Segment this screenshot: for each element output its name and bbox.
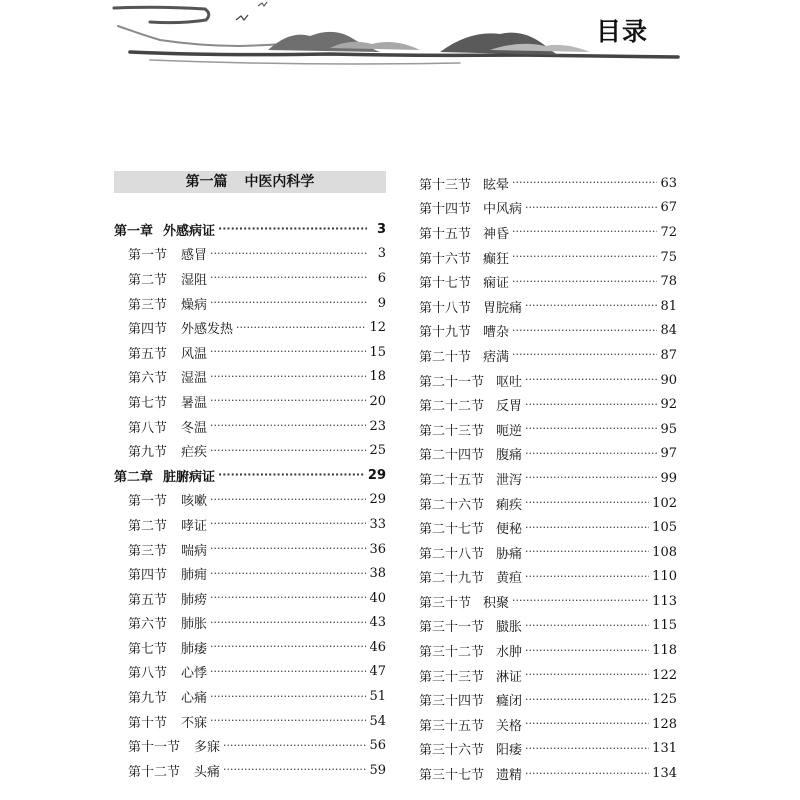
entry-number: 第一节: [128, 248, 168, 264]
dot-leader: [210, 246, 367, 262]
toc-section-entry[interactable]: [419, 171, 677, 196]
entry-number: 第五节: [128, 592, 168, 608]
entry-page-number: 36: [369, 541, 386, 557]
entry-number: 第二十节: [419, 349, 472, 365]
toc-section-entry[interactable]: [419, 515, 677, 540]
entry-number: 第二十八节: [419, 546, 485, 562]
entry-page-number: 108: [652, 544, 677, 560]
entry-title: 冬温: [181, 420, 208, 436]
toc-section-entry[interactable]: [419, 565, 677, 590]
toc-section-entry[interactable]: [419, 638, 677, 663]
toc-section-entry[interactable]: [419, 220, 677, 245]
entry-number: 第八节: [128, 666, 168, 682]
toc-section-entry[interactable]: [114, 709, 386, 734]
entry-title: 风温: [181, 346, 208, 362]
entry-number: 第十九节: [419, 325, 472, 341]
entry-title: 癃闭: [496, 694, 523, 710]
dot-leader: [525, 495, 649, 511]
entry-page-number: 29: [369, 492, 386, 508]
dot-leader: [512, 175, 657, 191]
dot-leader: [210, 344, 366, 360]
entry-number: 第二十三节: [419, 423, 485, 439]
entry-number: 第十四节: [419, 202, 472, 218]
toc-section-entry[interactable]: [114, 488, 386, 513]
entry-page-number: 128: [652, 716, 677, 732]
dot-leader: [512, 593, 649, 609]
entry-page-number: 38: [369, 566, 386, 582]
dot-leader: [223, 738, 366, 754]
entry-page-number: 78: [660, 274, 677, 290]
entry-number: 第一节: [128, 494, 168, 510]
entry-number: 第十三节: [419, 177, 472, 193]
part-title: 中医内科学: [244, 174, 315, 190]
entry-number: 第三十节: [419, 595, 472, 611]
toc-section-entry[interactable]: [114, 660, 386, 685]
entry-number: 第二十六节: [419, 497, 485, 513]
entry-number: 第十节: [128, 715, 168, 731]
dot-leader: [525, 372, 657, 388]
entry-page-number: 47: [369, 664, 386, 680]
entry-number: 第三节: [128, 297, 168, 313]
bird-shape: [258, 2, 267, 6]
entry-page-number: 63: [660, 175, 677, 191]
entry-number: 第二十七节: [419, 522, 485, 538]
dot-leader: [210, 295, 367, 311]
entry-page-number: 75: [660, 249, 677, 265]
entry-title: 积聚: [483, 595, 510, 611]
part-header: [114, 171, 386, 193]
entry-page-number: 81: [660, 298, 677, 314]
dot-leader: [210, 566, 366, 582]
entry-page-number: 23: [369, 418, 386, 434]
toc-section-entry[interactable]: [419, 245, 677, 270]
entry-page-number: 122: [652, 667, 677, 683]
entry-title: 臌胀: [496, 620, 523, 636]
dot-leader: [210, 639, 366, 655]
entry-title: 遗精: [496, 768, 523, 784]
entry-title: 哮证: [181, 518, 208, 534]
toc-chapter-entry[interactable]: [114, 463, 386, 488]
entry-title: 便秘: [496, 522, 523, 538]
entry-page-number: 15: [369, 344, 386, 360]
entry-page-number: 29: [367, 467, 386, 483]
entry-title: 呃逆: [496, 423, 523, 439]
entry-number: 第十五节: [419, 226, 472, 242]
dot-leader: [525, 741, 649, 757]
entry-title: 心悸: [181, 666, 208, 682]
entry-page-number: 33: [369, 516, 386, 532]
toc-section-entry[interactable]: [419, 392, 677, 417]
dot-leader: [236, 320, 366, 336]
toc-section-entry[interactable]: [419, 196, 677, 221]
dot-leader: [210, 443, 366, 459]
toc-section-entry[interactable]: [114, 611, 386, 636]
toc-section-entry[interactable]: [419, 466, 677, 491]
entry-title: 胃脘痛: [483, 300, 523, 316]
dot-leader: [210, 418, 366, 434]
dot-leader: [525, 446, 657, 462]
entry-title: 湿温: [181, 371, 208, 387]
entry-number: 第二十一节: [419, 374, 485, 390]
toc-section-entry[interactable]: [419, 417, 677, 442]
dot-leader: [210, 541, 366, 557]
entry-page-number: 25: [369, 443, 386, 459]
entry-number: 第三十四节: [419, 694, 485, 710]
entry-number: 第二十四节: [419, 448, 485, 464]
entry-page-number: 95: [660, 421, 677, 437]
entry-title: 肺痈: [181, 568, 208, 584]
entry-number: 第三十七节: [419, 768, 485, 784]
entry-title: 腹痛: [496, 448, 523, 464]
entry-title: 阳痿: [496, 743, 523, 759]
entry-title: 反胃: [496, 399, 523, 415]
entry-page-number: 46: [369, 639, 386, 655]
entry-number: 第二节: [128, 272, 168, 288]
entry-title: 疟疾: [181, 445, 208, 461]
entry-number: 第三十三节: [419, 669, 485, 685]
entry-number: 第三节: [128, 543, 168, 559]
entry-title: 肺胀: [181, 617, 208, 633]
entry-page-number: 59: [369, 762, 386, 778]
dot-leader: [512, 323, 657, 339]
page-title: 目录: [596, 17, 649, 46]
toc-section-entry[interactable]: [419, 540, 677, 565]
entry-number: 第十八节: [419, 300, 472, 316]
dot-leader: [223, 762, 366, 778]
entry-title: 肺痿: [181, 641, 208, 657]
entry-number: 第二章: [114, 469, 154, 485]
toc-section-entry[interactable]: [419, 368, 677, 393]
bird-shape: [236, 15, 248, 20]
dot-leader: [210, 270, 367, 286]
entry-page-number: 115: [652, 618, 677, 634]
toc-section-entry[interactable]: [114, 758, 386, 783]
dot-leader: [525, 397, 657, 413]
dot-leader: [525, 520, 649, 536]
entry-page-number: 118: [652, 643, 677, 659]
entry-number: 第二十五节: [419, 472, 485, 488]
dot-leader: [525, 618, 649, 634]
part-number: 第一篇: [185, 174, 228, 190]
entry-number: 第五节: [128, 346, 168, 362]
dot-leader: [525, 667, 649, 683]
toc-section-entry[interactable]: [419, 269, 677, 294]
toc-right-column: [419, 171, 677, 786]
entry-title: 呕吐: [496, 374, 523, 390]
entry-number: 第四节: [128, 568, 168, 584]
entry-page-number: 102: [652, 495, 677, 511]
dot-leader: [210, 516, 366, 532]
brush-stroke: [130, 52, 678, 57]
entry-number: 第二十九节: [419, 571, 485, 587]
entry-page-number: 92: [660, 397, 677, 413]
toc-section-entry[interactable]: [114, 242, 386, 267]
toc-section-entry[interactable]: [114, 635, 386, 660]
brush-stroke: [114, 7, 209, 22]
toc-section-entry[interactable]: [419, 589, 677, 614]
entry-page-number: 131: [652, 741, 677, 757]
toc-right-list: [419, 171, 677, 786]
dot-leader: [525, 692, 649, 708]
brush-stroke: [150, 60, 460, 64]
entry-number: 第六节: [128, 371, 168, 387]
toc-section-entry[interactable]: [114, 365, 386, 390]
entry-number: 第一章: [114, 223, 154, 239]
entry-title: 外感病证: [163, 223, 216, 239]
entry-number: 第四节: [128, 322, 168, 338]
toc-section-entry[interactable]: [419, 663, 677, 688]
toc-section-entry[interactable]: [114, 684, 386, 709]
entry-number: 第十二节: [128, 764, 181, 780]
entry-title: 燥病: [181, 297, 208, 313]
entry-page-number: 84: [660, 323, 677, 339]
entry-page-number: 3: [377, 246, 386, 262]
entry-page-number: 72: [660, 224, 677, 240]
dot-leader: [512, 224, 657, 240]
entry-page-number: 56: [369, 738, 386, 754]
dot-leader: [210, 713, 366, 729]
toc-left-column: [114, 171, 386, 783]
toc-section-entry[interactable]: [419, 761, 677, 786]
dot-leader: [525, 766, 649, 782]
toc-section-entry[interactable]: [114, 414, 386, 439]
toc-section-entry[interactable]: [419, 343, 677, 368]
entry-number: 第三十二节: [419, 645, 485, 661]
toc-section-entry[interactable]: [419, 491, 677, 516]
toc-section-entry[interactable]: [419, 687, 677, 712]
entry-title: 黄疸: [496, 571, 523, 587]
toc-section-entry[interactable]: [419, 442, 677, 467]
entry-number: 第八节: [128, 420, 168, 436]
dot-leader: [210, 615, 366, 631]
entry-number: 第二节: [128, 518, 168, 534]
entry-number: 第十七节: [419, 276, 472, 292]
entry-page-number: 87: [660, 347, 677, 363]
toc-left-list: [114, 217, 386, 783]
toc-section-entry[interactable]: [114, 266, 386, 291]
toc-section-entry[interactable]: [114, 512, 386, 537]
entry-number: 第九节: [128, 691, 168, 707]
dot-leader: [218, 467, 365, 483]
dot-leader: [525, 298, 657, 314]
entry-page-number: 20: [369, 393, 386, 409]
entry-page-number: 90: [660, 372, 677, 388]
entry-number: 第七节: [128, 395, 168, 411]
entry-page-number: 134: [652, 766, 677, 782]
entry-page-number: 51: [369, 689, 386, 705]
toc-section-entry[interactable]: [114, 733, 386, 758]
entry-title: 嘈杂: [483, 325, 510, 341]
entry-page-number: 99: [660, 470, 677, 486]
dot-leader: [210, 492, 366, 508]
dot-leader: [525, 470, 657, 486]
entry-title: 痢疾: [496, 497, 523, 513]
entry-title: 关格: [496, 718, 523, 734]
mountain-shape: [440, 33, 560, 55]
entry-title: 肺痨: [181, 592, 208, 608]
entry-title: 心痛: [181, 691, 208, 707]
entry-page-number: 6: [377, 270, 386, 286]
entry-title: 外感发热: [181, 322, 234, 338]
entry-page-number: 9: [377, 295, 386, 311]
entry-title: 暑温: [181, 395, 208, 411]
mountain-shape: [268, 32, 380, 52]
entry-title: 中风病: [483, 202, 523, 218]
entry-page-number: 113: [652, 593, 677, 609]
entry-title: 癫狂: [483, 251, 510, 267]
entry-title: 胁痛: [496, 546, 523, 562]
entry-title: 神昏: [483, 226, 510, 242]
toc-section-entry[interactable]: [114, 537, 386, 562]
entry-page-number: 18: [369, 369, 386, 385]
entry-number: 第三十五节: [419, 718, 485, 734]
entry-page-number: 67: [660, 200, 677, 216]
entry-number: 第七节: [128, 641, 168, 657]
toc-section-entry[interactable]: [114, 561, 386, 586]
dot-leader: [525, 569, 649, 585]
entry-number: 第六节: [128, 617, 168, 633]
dot-leader: [210, 393, 366, 409]
entry-page-number: 54: [369, 713, 386, 729]
entry-page-number: 125: [652, 692, 677, 708]
entry-title: 多寐: [194, 740, 221, 756]
toc-section-entry[interactable]: [419, 737, 677, 762]
toc-section-entry[interactable]: [114, 389, 386, 414]
entry-number: 第十六节: [419, 251, 472, 267]
entry-title: 咳嗽: [181, 494, 208, 510]
entry-title: 痞满: [483, 349, 510, 365]
entry-number: 第三十一节: [419, 620, 485, 636]
entry-page-number: 43: [369, 615, 386, 631]
dot-leader: [525, 421, 657, 437]
toc-section-entry[interactable]: [419, 712, 677, 737]
entry-number: 第二十二节: [419, 399, 485, 415]
entry-page-number: 12: [369, 320, 386, 336]
dot-leader: [512, 249, 657, 265]
entry-title: 湿阻: [181, 272, 208, 288]
entry-title: 不寐: [181, 715, 208, 731]
dot-leader: [210, 590, 366, 606]
entry-number: 第九节: [128, 445, 168, 461]
entry-number: 第十一节: [128, 740, 181, 756]
dot-leader: [525, 716, 649, 732]
entry-page-number: 40: [369, 590, 386, 606]
toc-section-entry[interactable]: [114, 315, 386, 340]
dot-leader: [512, 274, 657, 290]
dot-leader: [218, 221, 367, 237]
entry-page-number: 110: [652, 569, 677, 585]
toc-section-entry[interactable]: [419, 294, 677, 319]
dot-leader: [210, 369, 366, 385]
entry-title: 喘病: [181, 543, 208, 559]
entry-page-number: 97: [660, 446, 677, 462]
entry-title: 痫证: [483, 276, 510, 292]
entry-number: 第三十六节: [419, 743, 485, 759]
dot-leader: [512, 347, 657, 363]
toc-section-entry[interactable]: [419, 614, 677, 639]
dot-leader: [210, 664, 366, 680]
toc-section-entry[interactable]: [114, 586, 386, 611]
entry-title: 感冒: [181, 248, 208, 264]
entry-title: 眩晕: [483, 177, 510, 193]
toc-section-entry[interactable]: [114, 438, 386, 463]
dot-leader: [525, 643, 649, 659]
toc-section-entry[interactable]: [114, 340, 386, 365]
entry-page-number: 105: [652, 520, 677, 536]
ink-landscape-header-art: [0, 0, 800, 80]
toc-section-entry[interactable]: [419, 319, 677, 344]
dot-leader: [525, 200, 657, 216]
entry-page-number: 3: [376, 221, 386, 237]
entry-title: 脏腑病证: [163, 469, 216, 485]
entry-title: 淋证: [496, 669, 523, 685]
dot-leader: [210, 689, 366, 705]
entry-title: 水肿: [496, 645, 523, 661]
toc-chapter-entry[interactable]: [114, 217, 386, 242]
toc-section-entry[interactable]: [114, 291, 386, 316]
entry-title: 头痛: [194, 764, 221, 780]
entry-title: 泄泻: [496, 472, 523, 488]
dot-leader: [525, 544, 649, 560]
